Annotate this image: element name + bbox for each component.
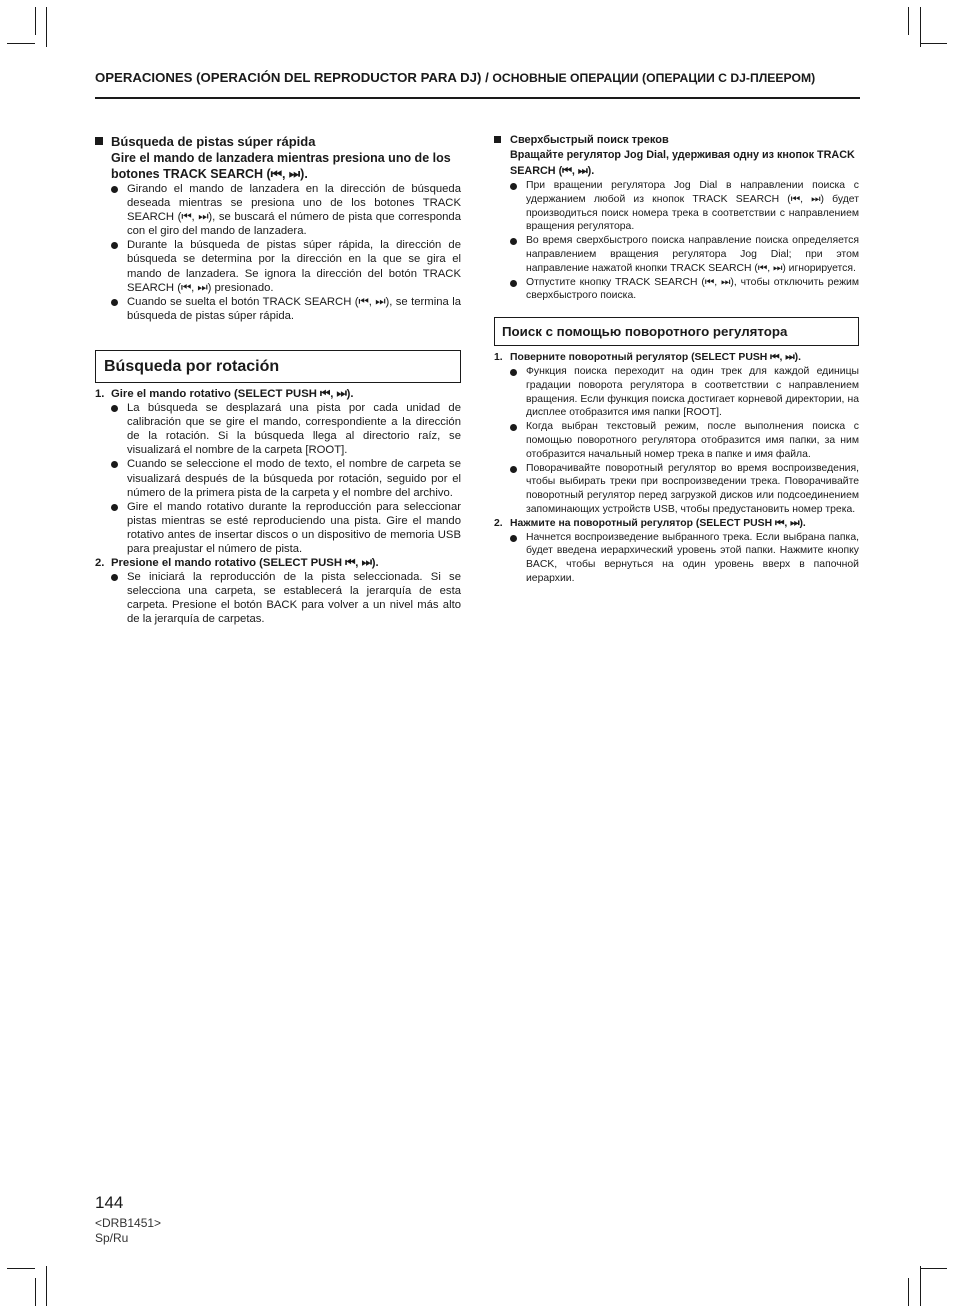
list-item	[127, 295, 461, 323]
subsection-heading-text: Búsqueda de pistas súper rápida	[111, 134, 316, 149]
list-item-text: Girando el mando de lanzadera en la dirección de búsqueda deseada mientras se presiona uno de los botones TRACK SEARCH (⏮, ⏭), se buscará el número de pista que corresponda con el giro del mando de lanzadera.	[127, 183, 461, 238]
list-item-text: Cuando se suelta el botón TRACK SEARCH (⏮, ⏭), se termina la búsqueda de pistas súper rápida.	[127, 295, 461, 322]
bullet-dot-icon	[111, 504, 118, 511]
list-item	[526, 276, 859, 304]
header-title-ru: ОСНОВНЫЕ ОПЕРАЦИИ (ОПЕРАЦИИ С DJ-ПЛЕЕРОМ)	[492, 71, 816, 85]
step-1	[95, 387, 461, 401]
bullet-list	[494, 531, 859, 586]
step-2	[95, 556, 461, 570]
step-number: 2.	[494, 517, 503, 529]
bullet-list	[95, 570, 461, 626]
list-item	[127, 570, 461, 626]
step-text: Нажмите на поворотный регулятор (SELECT PUSH ⏮, ⏭).	[510, 517, 806, 529]
crop-mark	[920, 1266, 921, 1306]
bullet-list	[494, 179, 859, 303]
crop-mark	[35, 1278, 36, 1306]
header-title-es: OPERACIONES (OPERACIÓN DEL REPRODUCTOR PARA DJ)	[95, 70, 482, 85]
list-item	[526, 179, 859, 234]
bullet-dot-icon	[510, 238, 517, 245]
list-item-text: Начнется воспроизведение выбранного трека. Если выбрана папка, будет введена иерархический уровень этой папки. Нажмите кнопку BACK, чтобы вернуться на один уровень вверх в папочной иерархии.	[526, 531, 859, 584]
step-text: Поверните поворотный регулятор (SELECT PUSH ⏮, ⏭).	[510, 352, 801, 364]
bullet-dot-icon	[111, 405, 118, 412]
step-text: Presione el mando rotativo (SELECT PUSH ⏮, ⏭).	[111, 557, 379, 570]
column-ru	[494, 133, 859, 586]
bullet-dot-icon	[510, 183, 517, 190]
bullet-list	[95, 401, 461, 556]
crop-mark	[7, 43, 35, 44]
list-item	[526, 234, 859, 275]
crop-mark	[908, 7, 909, 35]
language-code: Sp/Ru	[95, 1231, 129, 1245]
model-code	[95, 1216, 161, 1246]
header-separator: /	[485, 70, 489, 85]
subsection-heading	[494, 133, 859, 148]
subsection-heading-text: Сверхбыстрый поиск треков	[510, 134, 669, 146]
list-item-text: Durante la búsqueda de pistas súper rápida, la dirección de búsqueda se determina por la dirección en la que se gira el mando de lanzadera. Se ignora la dirección del botón TRACK SEARCH (⏮, ⏭) presionado.	[127, 239, 461, 294]
instruction: Gire el mando de lanzadera mientras presiona uno de los botones TRACK SEARCH (⏮, ⏭).	[111, 151, 451, 181]
list-item	[127, 457, 461, 499]
bullet-list	[95, 182, 461, 323]
square-bullet-icon	[95, 137, 103, 145]
bullet-list	[494, 365, 859, 517]
subsection-heading	[95, 133, 461, 150]
list-item	[526, 365, 859, 420]
section-title-box: Búsqueda por rotación	[95, 350, 461, 383]
list-item	[526, 531, 859, 586]
section-title-box: Поиск с помощью поворотного регулятора	[494, 317, 859, 346]
bullet-dot-icon	[111, 461, 118, 468]
page-number: 144	[95, 1193, 124, 1212]
bullet-dot-icon	[111, 299, 118, 306]
list-item-text: Когда выбран текстовый режим, после выполнения поиска с помощью поворотного регулятора отобразится имя папки, за ним отобразится начальный номер трека в папке и имя файла.	[526, 421, 859, 460]
step-1	[494, 351, 859, 365]
bullet-dot-icon	[111, 242, 118, 249]
list-item-text: Se iniciará la reproducción de la pista seleccionada. Si se selecciona una carpeta, se establecerá la jerarquía de esta carpeta. Presione el botón BACK para volver a un nivel más alto de la jerarquía de carpetas.	[127, 571, 461, 626]
bullet-dot-icon	[111, 186, 118, 193]
bullet-dot-icon	[510, 369, 517, 376]
list-item-text: Gire el mando rotativo durante la reproducción para seleccionar pistas mientras se esté reproduciendo una pista. Gire el mando rotativo antes de insertar discos o un dispositivo de memoria USB para preajustar el número de pista.	[127, 500, 461, 555]
crop-mark	[908, 1278, 909, 1306]
crop-mark	[46, 7, 47, 47]
header-rule	[95, 97, 860, 99]
list-item	[127, 500, 461, 556]
crop-mark	[46, 1266, 47, 1306]
page-header	[95, 70, 860, 85]
list-item	[127, 238, 461, 294]
list-item	[127, 401, 461, 457]
list-item	[526, 420, 859, 461]
instruction: Вращайте регулятор Jog Dial, удерживая одну из кнопок TRACK SEARCH (⏮, ⏭).	[510, 149, 855, 177]
list-item	[526, 462, 859, 517]
crop-mark	[35, 7, 36, 35]
list-item-text: Отпустите кнопку TRACK SEARCH (⏮, ⏭), чтобы отключить режим сверхбыстрого поиска.	[526, 276, 859, 302]
list-item-text: Cuando se seleccione el modo de texto, el nombre de carpeta se visualizará después de la búsqueda por rotación, seguido por el número de la primera pista de la carpeta y el nombre del archivo.	[127, 458, 461, 499]
model-code-text: <DRB1451>	[95, 1216, 162, 1230]
list-item-text: Функция поиска переходит на один трек для каждой единицы градации поворота регулятора в соответствии с направлением вращения. Если функция поиска достигает корневой директории, на дисплее отобразится имя папки [ROOT].	[526, 365, 859, 419]
column-es	[95, 133, 461, 627]
step-number: 1.	[494, 352, 503, 364]
step-2	[494, 517, 859, 531]
bullet-dot-icon	[111, 574, 118, 581]
bullet-dot-icon	[510, 466, 517, 473]
step-number: 2.	[95, 557, 105, 570]
crop-mark	[920, 43, 947, 44]
crop-mark	[7, 1268, 35, 1269]
square-bullet-icon	[494, 136, 501, 143]
bullet-dot-icon	[510, 424, 517, 431]
step-text: Gire el mando rotativo (SELECT PUSH ⏮, ⏭).	[111, 387, 354, 400]
list-item-text: При вращении регулятора Jog Dial в направлении поиска с удержанием любой из кнопок TRACK SEARCH (⏮, ⏭) будет производиться поиск номера трека в соответствии с направлением вращения регулятора.	[526, 180, 859, 233]
step-number: 1.	[95, 387, 105, 400]
list-item-text: La búsqueda se desplazará una pista por cada unidad de calibración que se gire el mando, correspondiente a la dirección de la rotación. Si la búsqueda llega al directorio raíz, se visualizará el nombre de la carpeta [ROOT].	[127, 402, 461, 457]
list-item	[127, 182, 461, 238]
bullet-dot-icon	[510, 535, 517, 542]
list-item-text: Во время сверхбыстрого поиска направление поиска определяется направлением вращения регулятора Jog Dial; при этом направление нажатой кнопки TRACK SEARCH (⏮, ⏭) игнорируется.	[526, 235, 859, 274]
crop-mark	[920, 7, 921, 47]
bullet-dot-icon	[510, 280, 517, 287]
crop-mark	[920, 1268, 947, 1269]
list-item-text: Поворачивайте поворотный регулятор во время воспроизведения, чтобы выбирать треки при воспроизведении трека. Поворачивайте поворотный регулятор перед загрузкой дисков или подсоединением запоминающих устройств USB, чтобы предустановить номер трека.	[526, 462, 859, 515]
